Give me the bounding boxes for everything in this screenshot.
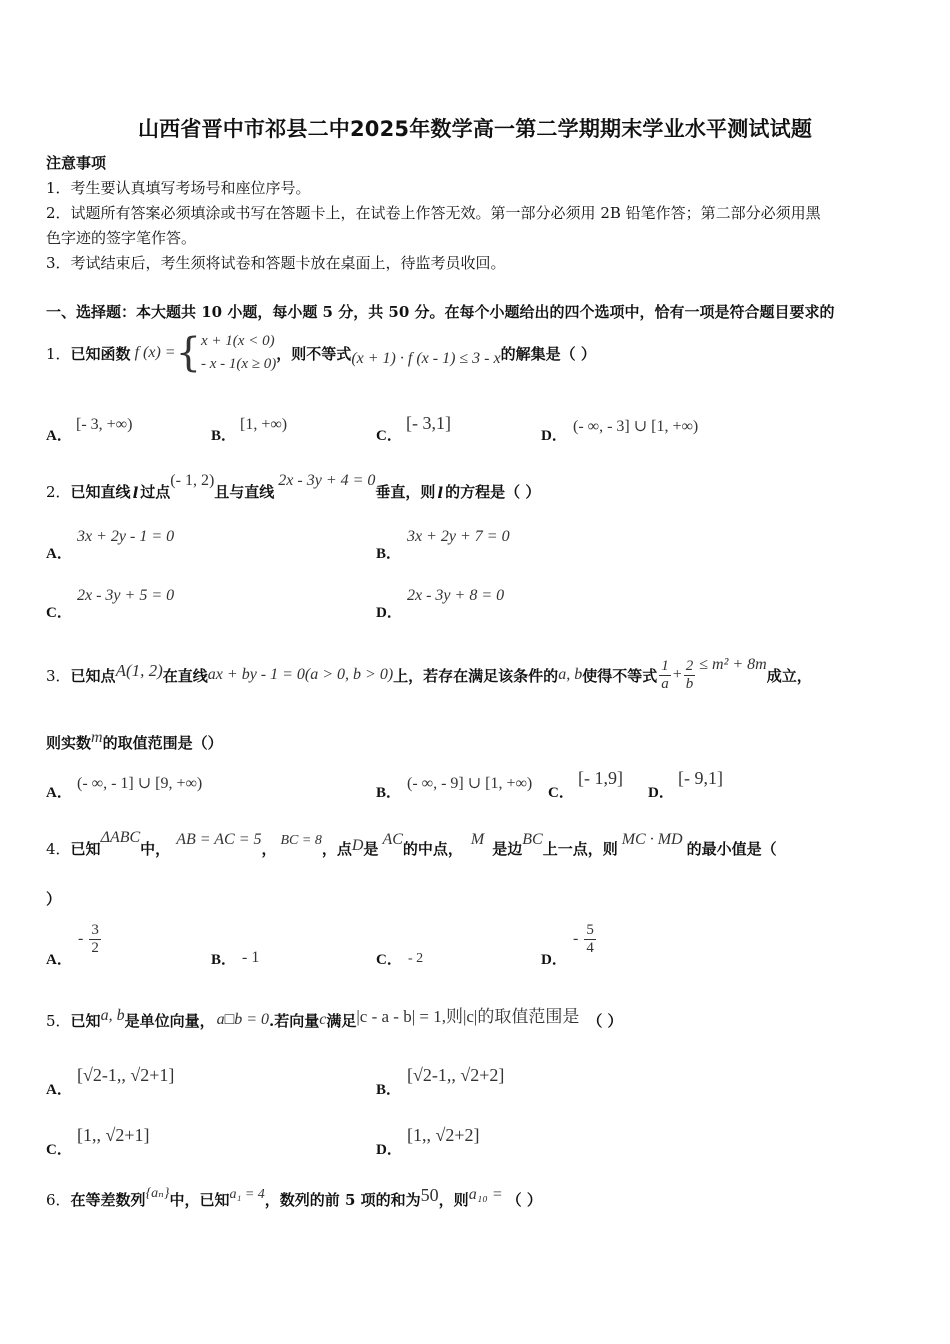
q4-d-sign: - bbox=[573, 930, 579, 947]
q1-fx: f (x) = bbox=[134, 344, 176, 361]
q2-option-d-label: D． bbox=[376, 605, 402, 621]
section-heading: 一、选择题：本大题共 10 小题，每小题 5 分，共 50 分。在每个小题给出的四个选项中，恰有一项是符合题目要求的 bbox=[46, 303, 835, 321]
q1-brace: { bbox=[175, 330, 202, 376]
q4-M: M bbox=[470, 831, 485, 848]
q3-option-d-label: D． bbox=[648, 785, 674, 801]
q4-text-mid2: ，点 bbox=[321, 840, 352, 858]
q2-option-c: 2x - 3y + 5 = 0 bbox=[77, 587, 175, 604]
notice-item-2-cont: 色字迹的签字笔作答。 bbox=[46, 229, 197, 247]
q1-option-a: [- 3, +∞) bbox=[76, 416, 133, 433]
q2-point: (- 1, 2) bbox=[170, 472, 215, 489]
q4-a-den: 2 bbox=[91, 939, 99, 956]
q3-rhs: ≤ m² + 8m bbox=[699, 656, 767, 673]
q1-case-1: x + 1(x < 0) bbox=[201, 333, 275, 349]
page-title: 山西省晋中市祁县二中2025年数学高一第二学期期末学业水平测试试题 bbox=[137, 117, 813, 141]
q2-text-mid2: 且与直线 bbox=[214, 483, 275, 501]
q2-option-b: 3x + 2y + 7 = 0 bbox=[407, 528, 510, 545]
q3-text-mid2: 上，若存在满足该条件的 bbox=[393, 666, 559, 685]
q1-option-d: (- ∞, - 3] ∪ [1, +∞) bbox=[573, 418, 699, 435]
q5-text-pre: 已知 bbox=[70, 1011, 101, 1030]
q5-text-mid1: 是单位向量， bbox=[124, 1011, 215, 1030]
q5-c: c bbox=[319, 1011, 327, 1028]
q2-number: 2． bbox=[46, 483, 71, 501]
q2-option-b-label: B． bbox=[376, 546, 402, 562]
q1-option-c-label: C． bbox=[376, 428, 402, 444]
q5-option-a-label: A． bbox=[46, 1082, 72, 1098]
q1-option-b-label: B． bbox=[211, 428, 237, 444]
q2-option-c-label: C． bbox=[46, 605, 72, 621]
q4-option-c: - 2 bbox=[408, 951, 424, 966]
q3-f2-den: b bbox=[685, 675, 694, 692]
q3-f1-num: 1 bbox=[661, 658, 669, 674]
q5-ab: a, b bbox=[100, 1007, 125, 1024]
notice-item-1: 1．考生要认真填写考场号和座位序号。 bbox=[46, 179, 311, 197]
q4-triangle: ΔABC bbox=[100, 829, 141, 846]
q6-text-mid3: ，则 bbox=[438, 1190, 469, 1209]
q3-line-2 bbox=[46, 729, 223, 753]
q4-text-pre: 已知 bbox=[70, 840, 101, 858]
q3-option-b: (- ∞, - 9] ∪ [1, +∞) bbox=[407, 775, 533, 792]
q2-text-mid1: 过点 bbox=[140, 483, 171, 501]
q4-option-b: - 1 bbox=[242, 949, 260, 966]
q1-inequality: (x + 1) · f (x - 1) ≤ 3 - x bbox=[351, 350, 501, 367]
question-2 bbox=[46, 468, 540, 502]
q5-option-b-label: B． bbox=[376, 1082, 402, 1098]
q6-text-mid2: ，数列的前 5 项的和为 bbox=[264, 1190, 421, 1209]
q4-option-d-label: D． bbox=[541, 952, 567, 968]
question-3 bbox=[46, 645, 812, 705]
q3-option-c: [- 1,9] bbox=[578, 768, 623, 788]
q5-option-a: [√2-1,, √2+1] bbox=[77, 1065, 175, 1085]
q3-option-c-label: C． bbox=[548, 785, 574, 801]
q4-a-sign: - bbox=[78, 930, 84, 947]
q4-eq2: BC = 8 bbox=[280, 833, 322, 848]
q4-d-num: 5 bbox=[586, 922, 594, 938]
q5-condition: |c - a - b| = 1,则|c|的取值范围是 bbox=[356, 1006, 580, 1026]
q3-plus: + bbox=[672, 666, 682, 683]
q4-text-mid5: 是边 bbox=[492, 840, 523, 858]
q6-a1: a₁ = 4 bbox=[229, 1187, 265, 1202]
q4-AC: AC bbox=[382, 831, 403, 848]
q4-text-mid4: 的中点， bbox=[402, 840, 463, 858]
q4-BC: BC bbox=[522, 831, 543, 848]
q6-text-post: （ ） bbox=[506, 1190, 542, 1209]
q3-number: 3． bbox=[46, 666, 71, 685]
q4-a-fraction bbox=[89, 922, 101, 956]
question-4 bbox=[46, 825, 777, 859]
q5-option-c: [1,, √2+1] bbox=[77, 1125, 150, 1145]
q6-number: 6． bbox=[46, 1190, 71, 1209]
q4-option-c-label: C． bbox=[376, 952, 402, 968]
notice-heading: 注意事项 bbox=[46, 154, 107, 172]
q4-D: D bbox=[351, 837, 364, 854]
notice-item-3: 3．考试结束后，考生须将试卷和答题卡放在桌面上，待监考员收回。 bbox=[46, 254, 506, 272]
q6-s5: 50 bbox=[420, 1184, 439, 1205]
q2-text-mid3: 垂直，则 bbox=[375, 483, 436, 501]
q1-case-2: - x - 1(x ≥ 0) bbox=[201, 356, 277, 372]
q5-option-b: [√2-1,, √2+2] bbox=[407, 1065, 505, 1085]
question-6 bbox=[46, 1182, 542, 1216]
q3-option-d: [- 9,1] bbox=[678, 768, 723, 788]
q3-fraction-2 bbox=[684, 658, 696, 692]
q5-option-d-label: D． bbox=[376, 1142, 402, 1158]
q4-d-den: 4 bbox=[586, 939, 594, 956]
q1-option-b: [1, +∞) bbox=[240, 416, 288, 433]
q1-text-pre: 已知函数 bbox=[70, 344, 131, 363]
q2-option-d: 2x - 3y + 8 = 0 bbox=[407, 587, 505, 604]
q4-option-a-label: A． bbox=[46, 952, 72, 968]
q2-text-post: 的方程是（ ） bbox=[445, 483, 541, 501]
q3-line: ax + by - 1 = 0(a > 0, b > 0) bbox=[207, 666, 394, 683]
q2-option-a-label: A． bbox=[46, 546, 72, 562]
q2-l-2: l bbox=[437, 484, 444, 502]
q4-option-d bbox=[573, 922, 596, 956]
q3-text-mid1: 在直线 bbox=[162, 666, 208, 685]
q3-line2-post: 的取值范围是（） bbox=[102, 734, 223, 752]
q3-text-mid3: 使得不等式 bbox=[582, 666, 658, 685]
q2-l: l bbox=[132, 484, 139, 502]
q1-text-mid: ，则不等式 bbox=[276, 344, 352, 363]
q4-text-mid6: 上一点，则 bbox=[542, 840, 618, 858]
q1-option-d-label: D． bbox=[541, 428, 567, 444]
q3-text-post: 成立， bbox=[766, 666, 812, 685]
q4-text-post: 的最小值是（ bbox=[686, 840, 777, 858]
q4-number: 4． bbox=[46, 840, 71, 858]
q5-text-post: （ ） bbox=[587, 1011, 623, 1030]
question-5 bbox=[46, 1003, 623, 1037]
q3-m: m bbox=[91, 729, 103, 746]
q2-text-pre: 已知直线 bbox=[70, 483, 131, 501]
q6-a10: a₁₀ = bbox=[468, 1186, 503, 1203]
q4-eq1: AB = AC = 5 bbox=[176, 831, 262, 848]
q1-text-post: 的解集是（ ） bbox=[500, 344, 596, 363]
q6-text-pre: 在等差数列 bbox=[70, 1190, 146, 1209]
q2-line: 2x - 3y + 4 = 0 bbox=[278, 472, 376, 489]
q3-text-pre: 已知点 bbox=[70, 666, 116, 685]
q3-fraction-1 bbox=[659, 658, 671, 692]
q3-point: A(1, 2) bbox=[115, 661, 163, 680]
q3-f2-num: 2 bbox=[685, 658, 694, 674]
q3-option-a-label: A． bbox=[46, 785, 72, 801]
q5-number: 5． bbox=[46, 1011, 71, 1030]
q5-text-mid3: 满足 bbox=[326, 1011, 357, 1030]
q4-comma: ， bbox=[261, 840, 277, 858]
q6-sequence: {aₙ} bbox=[145, 1185, 170, 1201]
q3-f1-den: a bbox=[661, 675, 669, 692]
q4-dot-product: MC · MD bbox=[621, 831, 683, 848]
q4-option-a bbox=[78, 922, 101, 956]
q5-option-c-label: C． bbox=[46, 1142, 72, 1158]
q4-d-fraction bbox=[584, 922, 596, 956]
notice-item-2: 2．试题所有答案必须填涂或书写在答题卡上，在试卷上作答无效。第一部分必须用 2B 铅笔作答；第二部分必须用黑 bbox=[46, 204, 821, 222]
question-1 bbox=[46, 328, 596, 378]
q1-cases bbox=[201, 330, 276, 376]
q1-option-c: [- 3,1] bbox=[406, 413, 451, 433]
q3-line2-pre: 则实数 bbox=[46, 734, 92, 752]
q3-option-a: (- ∞, - 1] ∪ [9, +∞) bbox=[77, 775, 203, 792]
q4-a-num: 3 bbox=[91, 922, 99, 938]
q4-text-mid3: 是 bbox=[363, 840, 379, 858]
q6-text-mid1: 中，已知 bbox=[169, 1190, 230, 1209]
q4-text-mid1: 中， bbox=[140, 840, 171, 858]
q4-option-b-label: B． bbox=[211, 952, 237, 968]
q4-text-cont: ） bbox=[46, 890, 62, 908]
q1-option-a-label: A． bbox=[46, 428, 72, 444]
q5-dot: a□b = 0 bbox=[216, 1011, 270, 1028]
q5-text-mid2: .若向量 bbox=[269, 1011, 320, 1030]
q3-ab: a, b bbox=[558, 666, 583, 683]
q1-number: 1． bbox=[46, 344, 71, 363]
q2-option-a: 3x + 2y - 1 = 0 bbox=[77, 528, 175, 545]
q3-option-b-label: B． bbox=[376, 785, 402, 801]
q5-option-d: [1,, √2+2] bbox=[407, 1125, 480, 1145]
